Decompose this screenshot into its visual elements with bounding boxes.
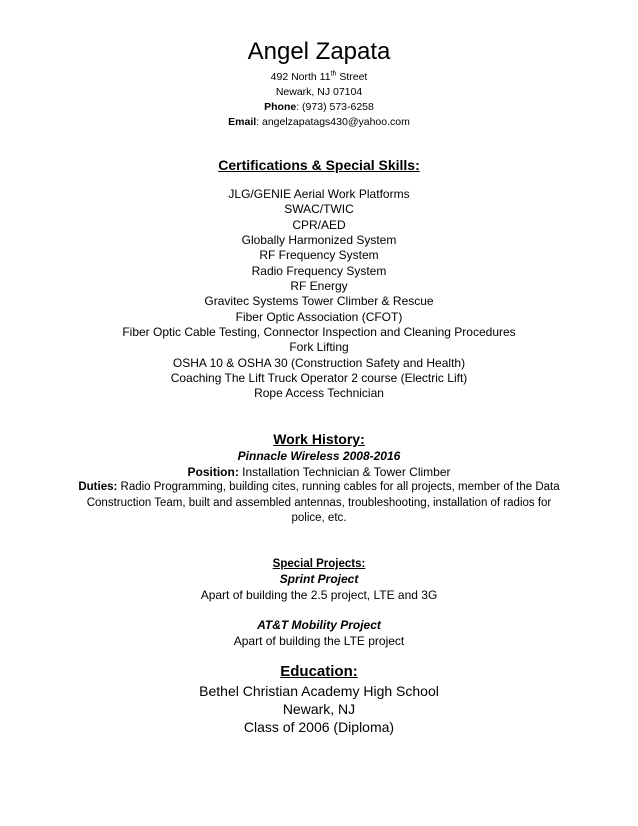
position-label: Position:	[187, 465, 239, 479]
certification-item: OSHA 10 & OSHA 30 (Construction Safety and Health)	[172, 356, 466, 370]
address-number: 492 North 11	[270, 71, 331, 83]
work-history-heading: Work History:	[273, 431, 365, 447]
position-value: Installation Technician & Tower Climber	[238, 465, 451, 479]
city-line: Newark, NJ 07104	[275, 86, 363, 98]
certifications-heading: Certifications & Special Skills:	[218, 157, 420, 173]
special-projects-heading: Special Projects:	[272, 558, 366, 570]
certification-item: Gravitec Systems Tower Climber & Rescue	[204, 294, 434, 308]
certification-item: Coaching The Lift Truck Operator 2 course (Electric Lift)	[170, 371, 468, 385]
project-description: Apart of building the LTE project	[233, 634, 405, 648]
certification-item: RF Frequency System	[259, 248, 379, 262]
certification-item: SWAC/TWIC	[284, 202, 354, 216]
phone-line	[0, 100, 638, 114]
certification-item: Globally Harmonized System	[241, 233, 397, 247]
duties-value: Radio Programming, building cites, running cables for all projects, member of the Data Construction Team, built and assembled antennas, troubleshooting, installation of radios for police, etc.	[86, 481, 560, 524]
resume-name: Angel Zapata	[247, 38, 391, 65]
phone-value: : (973) 573-6258	[296, 101, 374, 113]
company-name: Pinnacle Wireless 2008-2016	[237, 449, 401, 463]
email-value: : angelzapatags430@yahoo.com	[256, 116, 410, 128]
certification-item: Rope Access Technician	[254, 386, 384, 400]
email-line	[0, 115, 638, 129]
position-line	[0, 465, 638, 480]
graduation-class: Class of 2006 (Diploma)	[243, 719, 395, 735]
certification-item: Fiber Optic Cable Testing, Connector Inspection and Cleaning Procedures	[122, 325, 516, 339]
school-name: Bethel Christian Academy High School	[199, 683, 439, 699]
certification-item: Fork Lifting	[289, 340, 349, 354]
education-heading: Education:	[280, 663, 358, 680]
email-label: Email	[228, 116, 257, 128]
certification-item: CPR/AED	[292, 218, 346, 232]
duties-paragraph	[72, 480, 566, 527]
school-location: Newark, NJ	[282, 701, 356, 717]
project-title: Sprint Project	[279, 572, 359, 586]
certification-item: Fiber Optic Association (CFOT)	[235, 310, 403, 324]
certification-item: Radio Frequency System	[251, 264, 387, 278]
address-street: Street	[336, 71, 368, 83]
address-ordinal: th	[330, 70, 337, 78]
certification-item: JLG/GENIE Aerial Work Platforms	[228, 187, 410, 201]
phone-label: Phone	[264, 101, 297, 113]
project-title: AT&T Mobility Project	[257, 618, 381, 632]
duties-label: Duties:	[78, 481, 118, 493]
address-line	[0, 70, 638, 84]
certification-item: RF Energy	[290, 279, 348, 293]
project-description: Apart of building the 2.5 project, LTE and 3G	[200, 588, 438, 602]
